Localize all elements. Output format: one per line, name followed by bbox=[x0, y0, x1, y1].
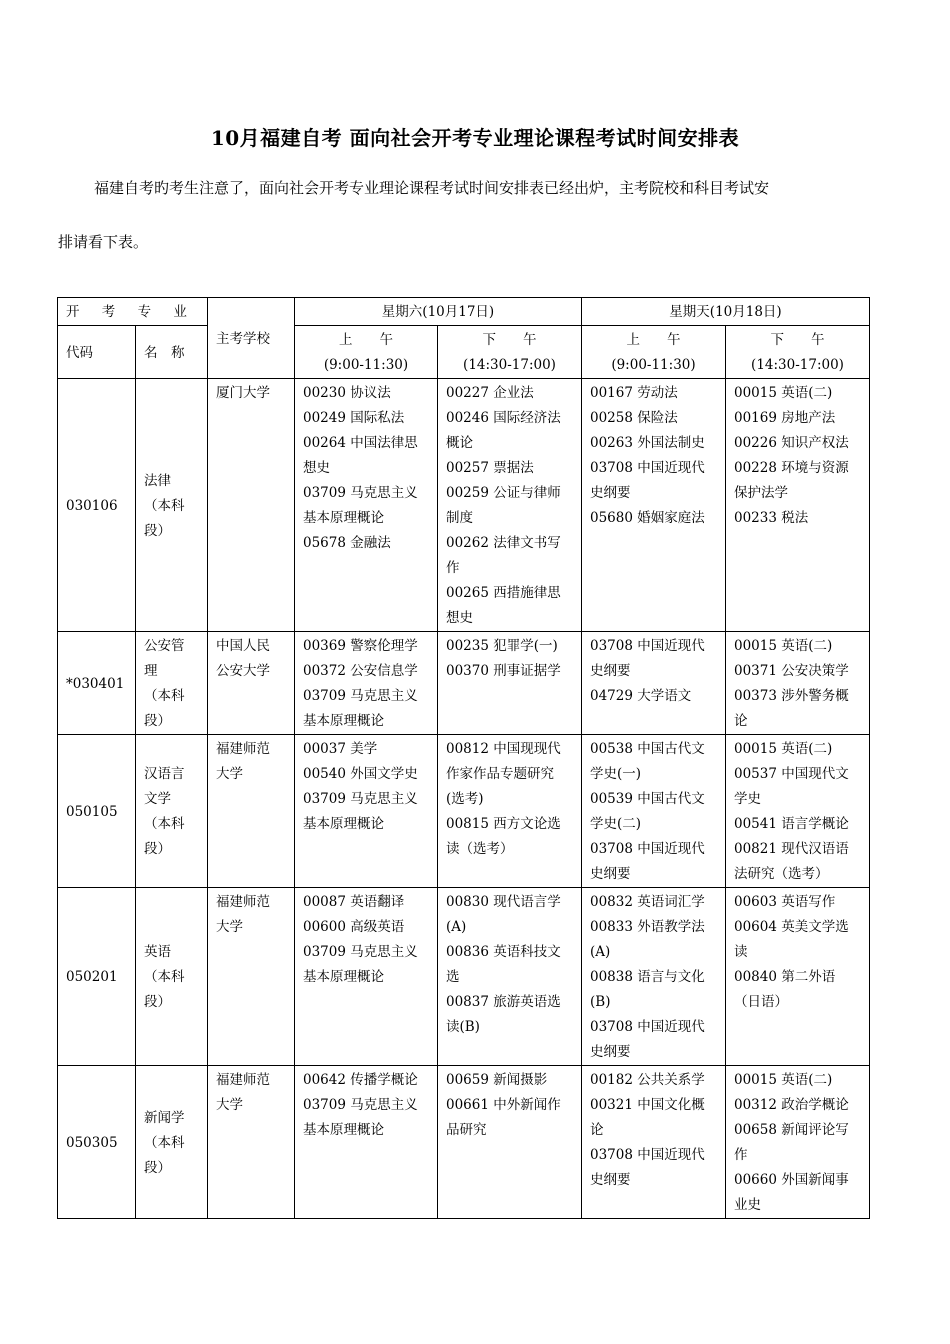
sun-am-cell bbox=[582, 735, 726, 888]
sat-pm-cell bbox=[438, 632, 582, 735]
cell-line: (A) bbox=[590, 944, 611, 960]
major-code-cell: *030401 bbox=[58, 632, 136, 735]
major-name-cell bbox=[136, 735, 208, 888]
exam-schedule-table bbox=[57, 297, 870, 1219]
sun-pm-cell bbox=[726, 888, 870, 1066]
major-code-cell: 050105 bbox=[58, 735, 136, 888]
header-code: 代码 bbox=[58, 326, 136, 379]
cell-line: 大学 bbox=[216, 1097, 243, 1113]
sun-am-cell bbox=[582, 888, 726, 1066]
cell-line: 00830 现代语言学 bbox=[446, 894, 561, 910]
cell-line: 03708 中国近现代 bbox=[590, 638, 705, 654]
cell-line: 法研究（选考） bbox=[734, 866, 829, 882]
cell-line: 论 bbox=[734, 713, 748, 729]
major-code-cell: 050201 bbox=[58, 888, 136, 1066]
header-am-label: 上 午 bbox=[626, 332, 681, 348]
cell-line: 基本原理概论 bbox=[303, 510, 384, 526]
header-pm-time: (14:30-17:00) bbox=[463, 357, 556, 373]
intro-paragraph-line1: 福建自考旳考生注意了，面向社会开考专业理论课程考试时间安排表已经出炉，主考院校和科目考试安 bbox=[94, 179, 770, 197]
cell-line: 段） bbox=[144, 841, 171, 857]
cell-line: 00660 外国新闻事 bbox=[734, 1172, 849, 1188]
cell-line: 概论 bbox=[446, 435, 473, 451]
header-saturday: 星期六(10月17日) bbox=[295, 298, 582, 326]
cell-line: 福建师范 bbox=[216, 1072, 270, 1088]
cell-line: 文学 bbox=[144, 791, 171, 807]
cell-line: （本科 bbox=[144, 816, 185, 832]
cell-line: 00262 法律文书写 bbox=[446, 535, 561, 551]
header-sun-pm bbox=[726, 326, 870, 379]
cell-line: 00836 英语科技文 bbox=[446, 944, 561, 960]
cell-line: 福建师范 bbox=[216, 894, 270, 910]
cell-line: 基本原理概论 bbox=[303, 816, 384, 832]
cell-line: 大学 bbox=[216, 766, 243, 782]
cell-line: 00603 英语写作 bbox=[734, 894, 836, 910]
cell-line: 00538 中国古代文 bbox=[590, 741, 705, 757]
cell-line: 03708 中国近现代 bbox=[590, 1019, 705, 1035]
cell-line: 00227 企业法 bbox=[446, 385, 534, 401]
cell-line: 00259 公证与律师 bbox=[446, 485, 561, 501]
cell-line: 00659 新闻摄影 bbox=[446, 1072, 548, 1088]
sun-pm-cell bbox=[726, 379, 870, 632]
cell-line: 00015 英语(二) bbox=[734, 741, 833, 757]
cell-line: （日语） bbox=[734, 994, 788, 1010]
sat-am-cell bbox=[295, 632, 438, 735]
table-row bbox=[58, 379, 870, 632]
table-row bbox=[58, 888, 870, 1066]
sat-pm-cell bbox=[438, 379, 582, 632]
cell-line: 新闻学 bbox=[144, 1109, 185, 1126]
cell-line: 公安大学 bbox=[216, 663, 270, 679]
header-sat-pm bbox=[438, 326, 582, 379]
cell-line: 00015 英语(二) bbox=[734, 1072, 833, 1088]
cell-line: 中国人民 bbox=[216, 638, 270, 654]
cell-line: 基本原理概论 bbox=[303, 713, 384, 729]
cell-line: 00539 中国古代文 bbox=[590, 791, 705, 807]
cell-line: 史纲要 bbox=[590, 663, 631, 679]
cell-line: 作 bbox=[734, 1147, 748, 1163]
major-name-cell bbox=[136, 632, 208, 735]
cell-line: 00600 高级英语 bbox=[303, 919, 405, 935]
cell-line: 00604 英美文学选 bbox=[734, 919, 849, 935]
cell-line: 00837 旅游英语选 bbox=[446, 994, 561, 1010]
cell-line: 00182 公共关系学 bbox=[590, 1072, 705, 1088]
cell-line: 汉语言 bbox=[144, 766, 185, 782]
header-sun-am bbox=[582, 326, 726, 379]
cell-line: 段） bbox=[144, 713, 171, 729]
cell-line: 段） bbox=[144, 522, 171, 539]
sun-am-cell bbox=[582, 1066, 726, 1219]
cell-line: 00167 劳动法 bbox=[590, 385, 678, 401]
table-row bbox=[58, 1066, 870, 1219]
cell-line: 史纲要 bbox=[590, 866, 631, 882]
sun-pm-cell bbox=[726, 735, 870, 888]
cell-line: 厦门大学 bbox=[216, 385, 270, 401]
cell-line: 想史 bbox=[446, 610, 473, 626]
sat-pm-cell bbox=[438, 735, 582, 888]
school-cell bbox=[208, 632, 295, 735]
header-school: 主考学校 bbox=[208, 298, 295, 379]
cell-line: 00321 中国文化概 bbox=[590, 1097, 705, 1113]
cell-line: 史纲要 bbox=[590, 1172, 631, 1188]
cell-line: 03709 马克思主义 bbox=[303, 791, 418, 807]
cell-line: （本科 bbox=[144, 1134, 185, 1151]
major-code-cell: 030106 bbox=[58, 379, 136, 632]
cell-line: 00087 英语翻译 bbox=[303, 894, 405, 910]
cell-line: 基本原理概论 bbox=[303, 1122, 384, 1138]
cell-line: 00833 外语教学法 bbox=[590, 919, 705, 935]
cell-line: 读(B) bbox=[446, 1019, 480, 1035]
school-cell bbox=[208, 735, 295, 888]
intro-paragraph-line2: 排请看下表。 bbox=[58, 233, 149, 251]
header-pm-label: 下 午 bbox=[770, 332, 825, 348]
cell-line: 00373 涉外警务概 bbox=[734, 688, 849, 704]
cell-line: 00541 语言学概论 bbox=[734, 816, 849, 832]
cell-line: 00371 公安决策学 bbox=[734, 663, 849, 679]
cell-line: （本科 bbox=[144, 497, 185, 514]
cell-line: 00015 英语(二) bbox=[734, 638, 833, 654]
cell-line: 00537 中国现代文 bbox=[734, 766, 849, 782]
cell-line: 00840 第二外语 bbox=[734, 969, 836, 985]
cell-line: 00264 中国法律思 bbox=[303, 435, 418, 451]
header-name: 名 称 bbox=[136, 326, 208, 379]
cell-line: 想史 bbox=[303, 460, 330, 476]
sat-pm-cell bbox=[438, 1066, 582, 1219]
cell-line: 00642 传播学概论 bbox=[303, 1072, 418, 1088]
cell-line: 品研究 bbox=[446, 1122, 487, 1138]
cell-line: 05678 金融法 bbox=[303, 535, 391, 551]
major-name-cell bbox=[136, 888, 208, 1066]
cell-line: 00015 英语(二) bbox=[734, 385, 833, 401]
cell-line: 00263 外国法制史 bbox=[590, 435, 705, 451]
cell-line: 03708 中国近现代 bbox=[590, 841, 705, 857]
sat-pm-cell bbox=[438, 888, 582, 1066]
cell-line: 制度 bbox=[446, 510, 473, 526]
cell-line: 03708 中国近现代 bbox=[590, 460, 705, 476]
sat-am-cell bbox=[295, 888, 438, 1066]
cell-line: 作家作品专题研究 bbox=[446, 766, 554, 782]
cell-line: 00226 知识产权法 bbox=[734, 435, 849, 451]
cell-line: 00258 保险法 bbox=[590, 410, 678, 426]
header-am-time: (9:00-11:30) bbox=[611, 357, 696, 373]
school-cell bbox=[208, 888, 295, 1066]
cell-line: (A) bbox=[446, 919, 467, 935]
cell-line: 基本原理概论 bbox=[303, 969, 384, 985]
cell-line: 00658 新闻评论写 bbox=[734, 1122, 849, 1138]
cell-line: 福建师范 bbox=[216, 741, 270, 757]
major-code-cell: 050305 bbox=[58, 1066, 136, 1219]
page-title: 10月福建自考 面向社会开考专业理论课程考试时间安排表 bbox=[210, 126, 740, 150]
header-pm-time: (14:30-17:00) bbox=[751, 357, 844, 373]
cell-line: 读（选考） bbox=[446, 841, 514, 857]
cell-line: 读 bbox=[734, 944, 748, 960]
header-row-1 bbox=[58, 298, 870, 326]
cell-line: 00246 国际经济法 bbox=[446, 410, 561, 426]
header-row-2 bbox=[58, 326, 870, 379]
major-name-cell bbox=[136, 1066, 208, 1219]
sun-pm-cell bbox=[726, 632, 870, 735]
cell-line: 学史 bbox=[734, 791, 761, 807]
header-sat-am bbox=[295, 326, 438, 379]
cell-line: 00169 房地产法 bbox=[734, 410, 836, 426]
cell-line: 00235 犯罪学(一) bbox=[446, 638, 558, 654]
school-cell bbox=[208, 379, 295, 632]
cell-line: 03709 马克思主义 bbox=[303, 688, 418, 704]
cell-line: 00037 美学 bbox=[303, 741, 378, 757]
cell-line: 00540 外国文学史 bbox=[303, 766, 418, 782]
cell-line: 业史 bbox=[734, 1197, 761, 1213]
cell-line: 00257 票据法 bbox=[446, 460, 534, 476]
sun-am-cell bbox=[582, 379, 726, 632]
cell-line: 00369 警察伦理学 bbox=[303, 638, 418, 654]
cell-line: 04729 大学语文 bbox=[590, 688, 692, 704]
cell-line: 段） bbox=[144, 994, 171, 1010]
cell-line: 03709 马克思主义 bbox=[303, 1097, 418, 1113]
sat-am-cell bbox=[295, 379, 438, 632]
cell-line: 03709 马克思主义 bbox=[303, 485, 418, 501]
cell-line: 理 bbox=[144, 663, 158, 679]
cell-line: 03709 马克思主义 bbox=[303, 944, 418, 960]
sun-am-cell bbox=[582, 632, 726, 735]
header-am-label: 上 午 bbox=[339, 332, 393, 348]
cell-line: 05680 婚姻家庭法 bbox=[590, 510, 705, 526]
header-sunday: 星期天(10月18日) bbox=[582, 298, 870, 326]
cell-line: 公安管 bbox=[144, 638, 185, 654]
cell-line: 03708 中国近现代 bbox=[590, 1147, 705, 1163]
cell-line: 00661 中外新闻作 bbox=[446, 1097, 561, 1113]
cell-line: 00312 政治学概论 bbox=[734, 1097, 849, 1113]
header-major: 开 考 专 业 bbox=[58, 298, 208, 326]
cell-line: 学史(一) bbox=[590, 766, 642, 782]
cell-line: 00249 国际私法 bbox=[303, 410, 405, 426]
cell-line: 法律 bbox=[144, 472, 171, 489]
header-pm-label: 下 午 bbox=[482, 332, 537, 348]
cell-line: 00372 公安信息学 bbox=[303, 663, 418, 679]
cell-line: 大学 bbox=[216, 919, 243, 935]
schedule-body bbox=[58, 379, 870, 1219]
sat-am-cell bbox=[295, 735, 438, 888]
cell-line: 00821 现代汉语语 bbox=[734, 841, 849, 857]
cell-line: 00815 西方文论选 bbox=[446, 816, 561, 832]
cell-line: 论 bbox=[590, 1122, 604, 1138]
header-am-time: (9:00-11:30) bbox=[323, 357, 409, 373]
cell-line: 作 bbox=[446, 560, 460, 576]
cell-line: 00370 刑事证据学 bbox=[446, 663, 561, 679]
cell-line: 史纲要 bbox=[590, 1044, 631, 1060]
cell-line: (B) bbox=[590, 994, 611, 1010]
cell-line: 00230 协议法 bbox=[303, 385, 391, 401]
sun-pm-cell bbox=[726, 1066, 870, 1219]
cell-line: 选 bbox=[446, 969, 460, 985]
cell-line: 00233 税法 bbox=[734, 510, 809, 526]
cell-line: 00265 西措施律思 bbox=[446, 585, 561, 601]
cell-line: （本科 bbox=[144, 969, 185, 985]
cell-line: 00832 英语词汇学 bbox=[590, 894, 705, 910]
cell-line: 00228 环境与资源 bbox=[734, 460, 849, 476]
cell-line: (选考) bbox=[446, 791, 484, 807]
cell-line: 00812 中国现现代 bbox=[446, 741, 561, 757]
school-cell bbox=[208, 1066, 295, 1219]
cell-line: （本科 bbox=[144, 688, 185, 704]
table-row bbox=[58, 632, 870, 735]
cell-line: 段） bbox=[144, 1159, 171, 1176]
cell-line: 英语 bbox=[144, 944, 171, 960]
cell-line: 史纲要 bbox=[590, 485, 631, 501]
major-name-cell bbox=[136, 379, 208, 632]
cell-line: 学史(二) bbox=[590, 816, 642, 832]
cell-line: 保护法学 bbox=[734, 485, 788, 501]
cell-line: 00838 语言与文化 bbox=[590, 969, 705, 985]
table-row bbox=[58, 735, 870, 888]
sat-am-cell bbox=[295, 1066, 438, 1219]
